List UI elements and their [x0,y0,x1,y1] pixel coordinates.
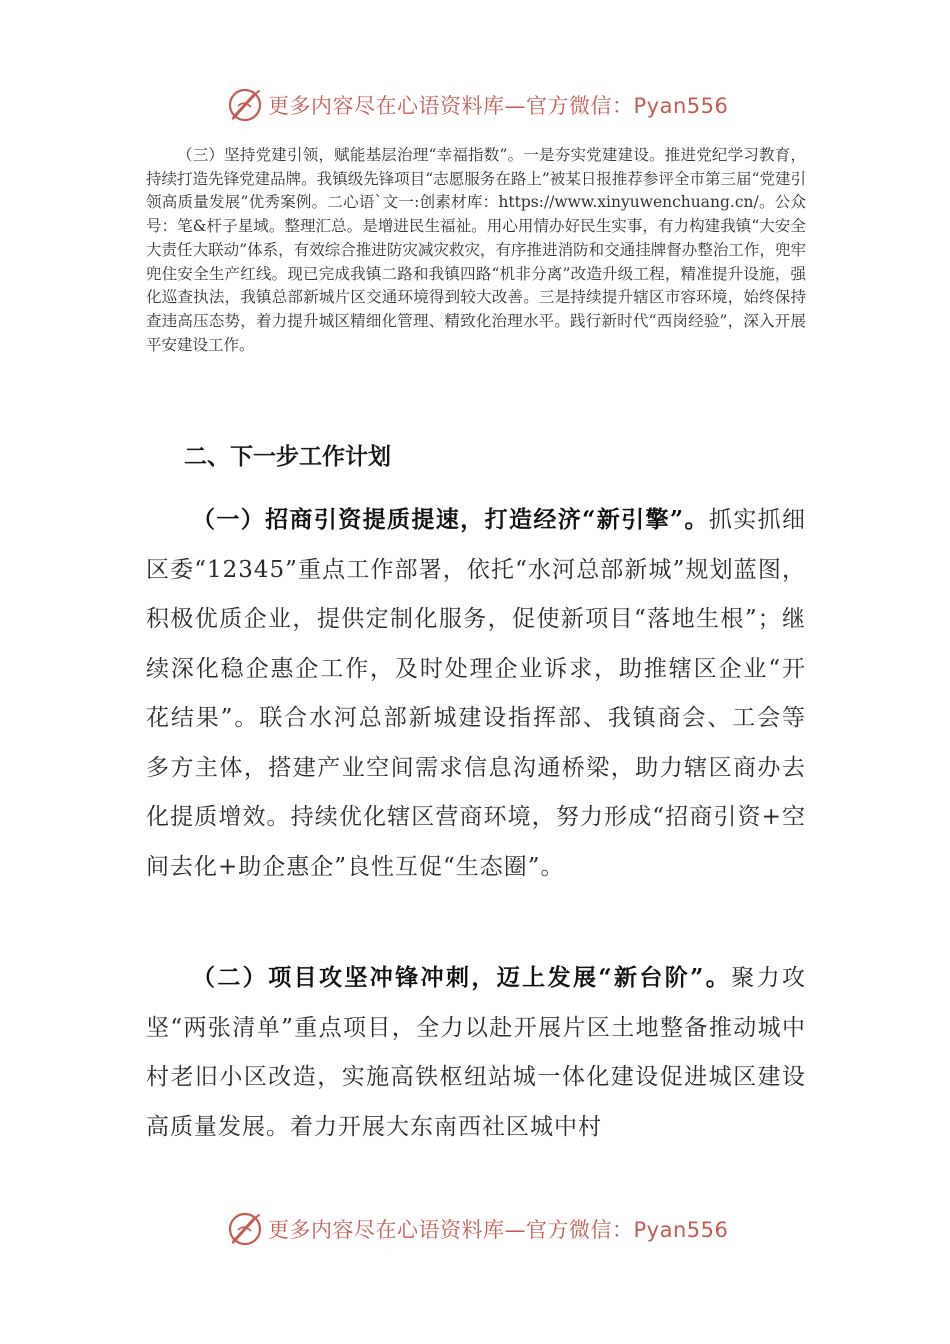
plan-item-2-lead: （二）项目攻坚冲锋冲刺，迈上发展“新台阶”。 [192,964,732,991]
section-heading: 二、下一步工作计划 [184,444,391,470]
paragraph-party-building: （三）坚持党建引领，赋能基层治理“幸福指数”。一是夯实党建建设。推进党纪学习教育，持续打造先锋党建品牌。我镇级先锋项目“志愿服务在路上”被某日报推荐参评全市第三届“党建引领高质量发展”优秀案例。二心语`文一:创素材库：https://www.xinyuwenchuang.cn/。公众号：笔&杆子星域。整理汇总。是增进民生福祉。用心用情办好民生实事，有力构建我镇“大安全大责任大联动”体系，有效综合推进防灾减灾救灾，有序推进消防和交通挂牌督办整治工作，兜牢兜住安全生产红线。现已完成我镇二路和我镇四路“机非分离”改造升级工程，精准提升设施，强化巡查执法，我镇总部新城片区交通环境得到较大改善。三是持续提升辖区市容环境，始终保持查违高压态势，着力提升城区精细化管理、精致化治理水平。践行新时代“西岗经验”，深入开展平安建设工作。 [146,146,806,354]
pen-logo-icon [226,1210,266,1248]
plan-item-1 [146,495,806,892]
plan-item-2-body: 聚力攻坚“两张清单”重点项目，全力以赴开展片区土地整备推动城中村老旧小区改造，实施高铁枢纽站城一体化建设促进城区建设高质量发展。着力开展大东南西社区城中村 [146,965,806,1140]
plan-item-1-lead: （一）招商引资提质提速，打造经济“新引擎”。 [192,506,709,533]
pen-logo-icon [226,86,266,124]
plan-item-2 [146,953,806,1152]
watermark-banner-top [0,82,950,128]
watermark-text: 更多内容尽在心语资料库—官方微信：Pyan556 [268,1218,729,1242]
plan-item-1-body: 抓实抓细区委“12345”重点工作部署，依托“水河总部新城”规划蓝图，积极优质企业，提供定制化服务，促使新项目“落地生根”；继续深化稳企惠企工作，及时处理企业诉求，助推辖区企业“开花结果”。联合水河总部新城建设指挥部、我镇商会、工会等多方主体，搭建产业空间需求信息沟通桥梁，助力辖区商办去化提质增效。持续优化辖区营商环境，努力形成“招商引资+空间去化+助企惠企”良性互促“生态圈”。 [146,507,807,880]
watermark-banner-bottom [0,1206,950,1252]
watermark-text: 更多内容尽在心语资料库—官方微信：Pyan556 [268,94,729,118]
